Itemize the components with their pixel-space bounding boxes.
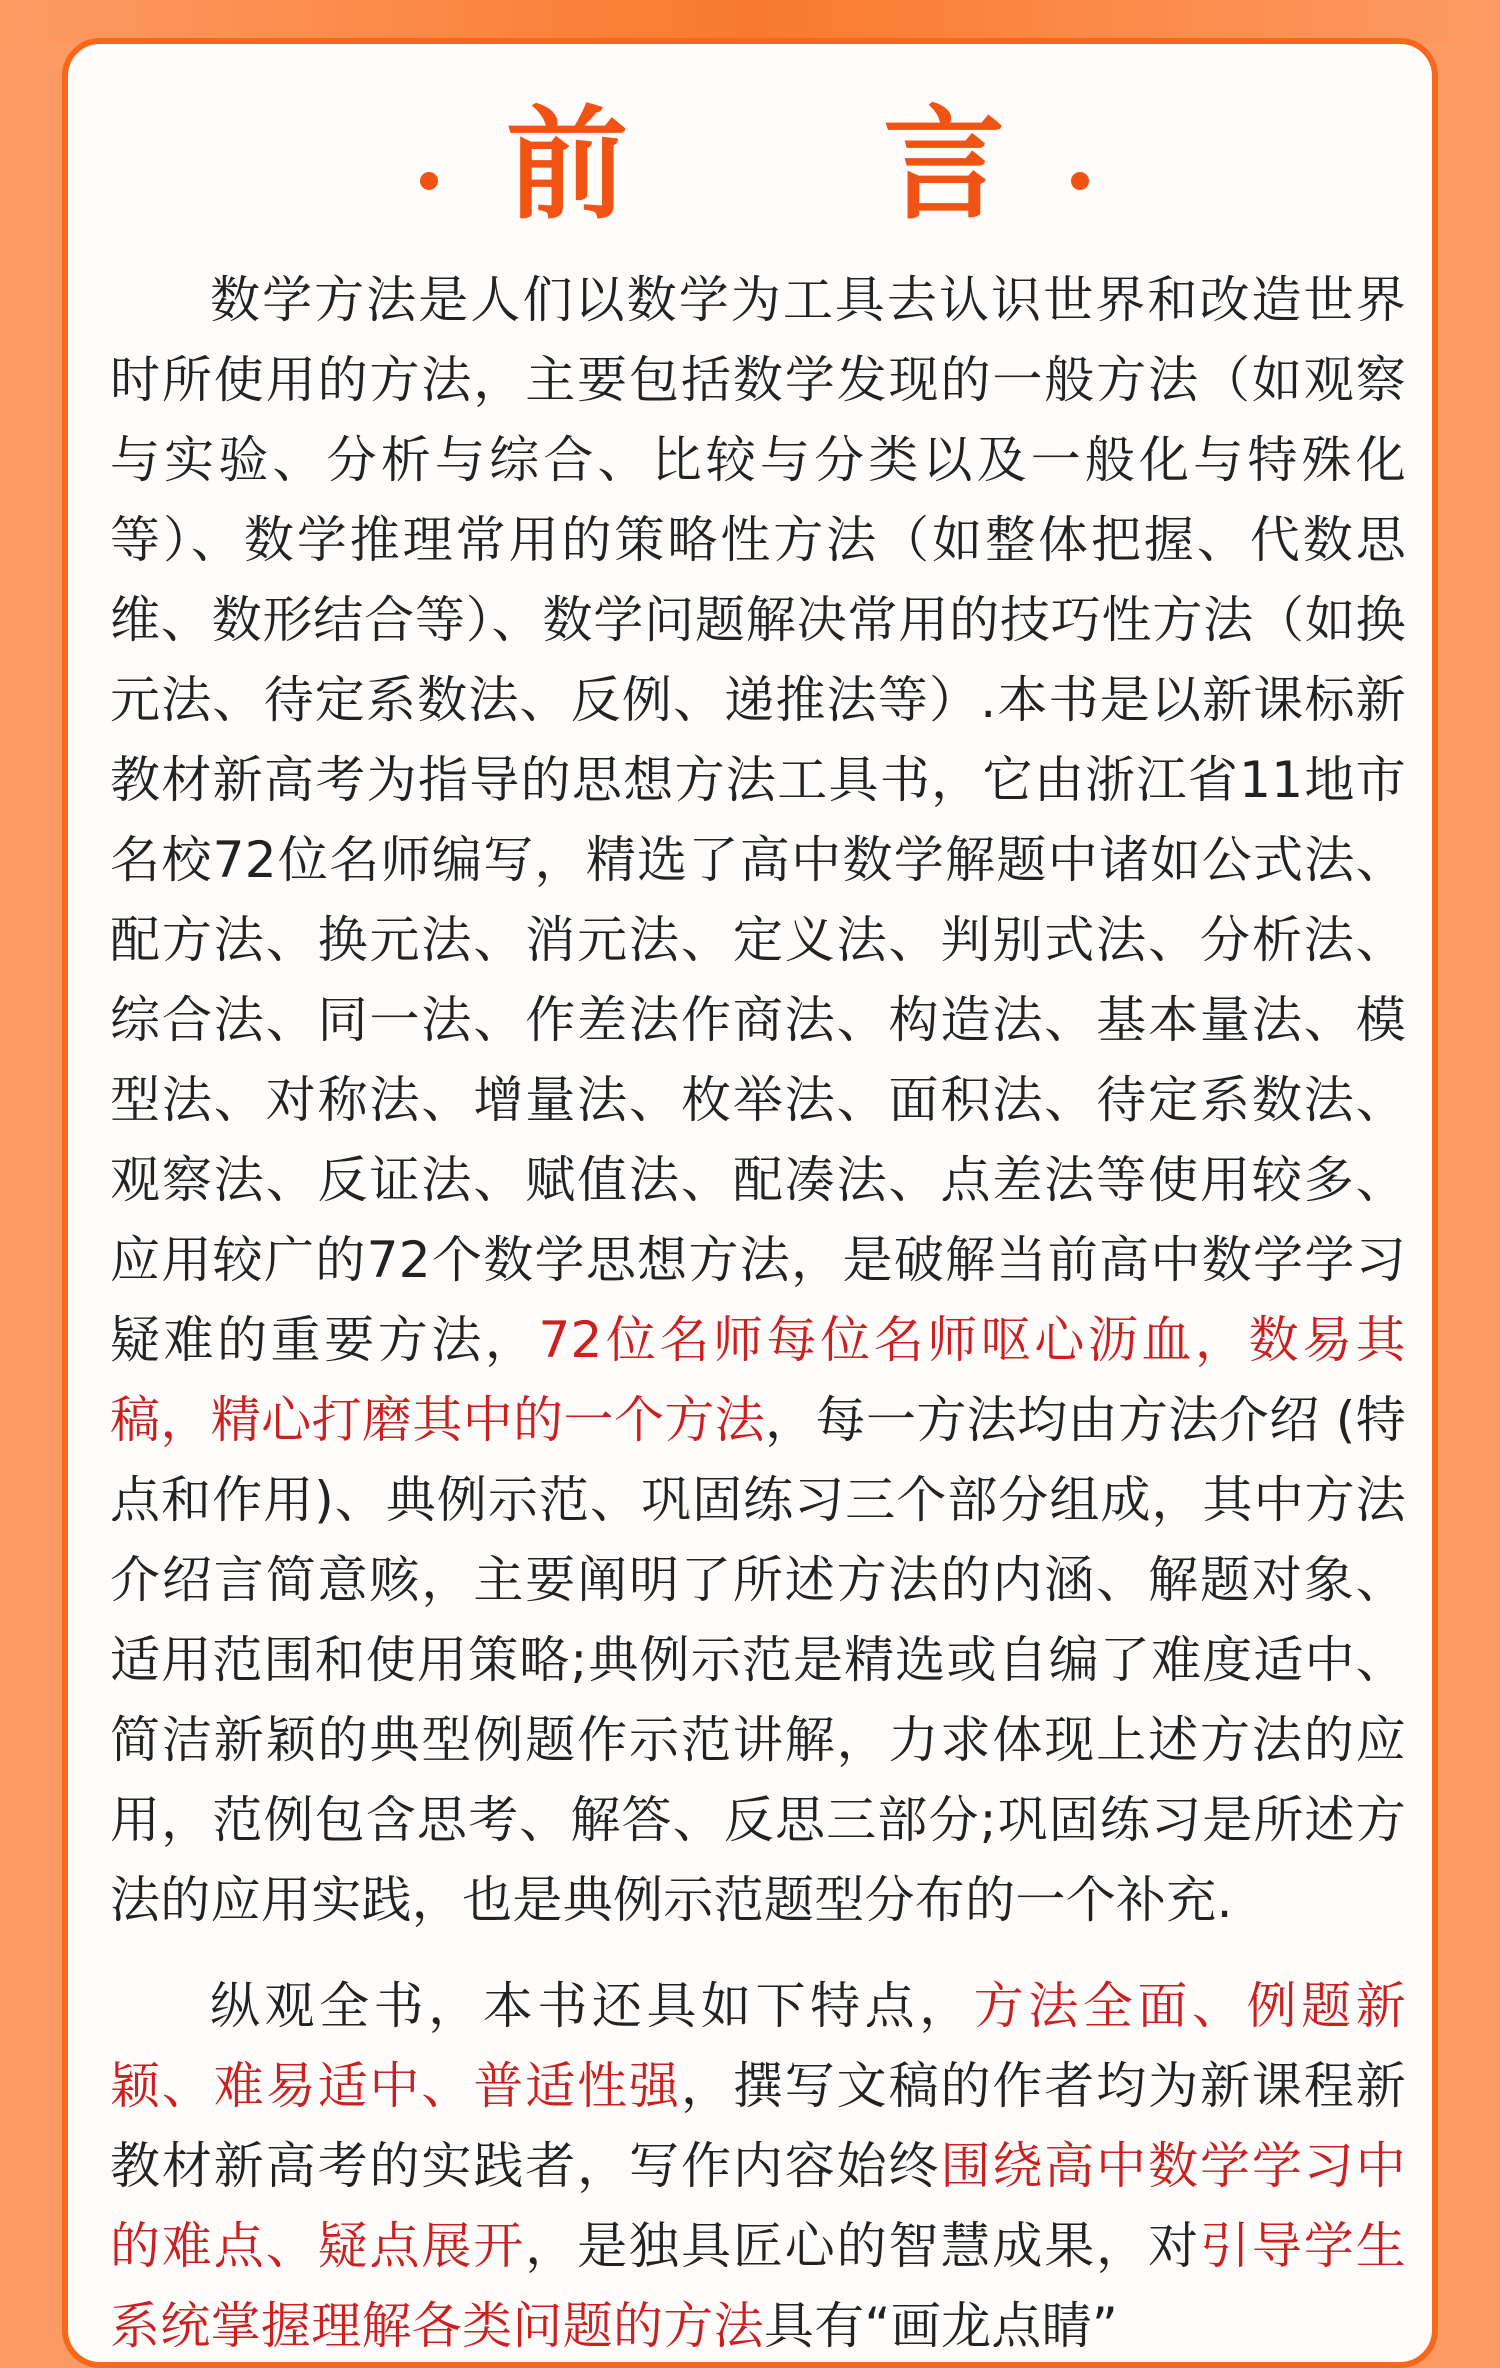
preface-body (110, 260, 1406, 2366)
paragraph-2-highlight-3: 引导学生系统掌握理解各类问题的方法 (110, 2217, 1406, 2355)
preface-heading (68, 90, 1432, 240)
paragraph-2-text-3: ，是独具匠心的智慧成果，对 (525, 2217, 1200, 2275)
heading-dot-right (1071, 172, 1089, 190)
paragraph-2-text-4: 具有“画龙点睛” (763, 2297, 1119, 2355)
preface-card (62, 38, 1438, 2368)
paragraph-1-text-1: 数学方法是人们以数学为工具去认识世界和改造世界时所使用的方法，主要包括数学发现的一般方法（如观察与实验、分析与综合、比较与分类以及一般化与特殊化等）、数学推理常用的策略性方法（如整体把握、代数思维、数形结合等）、数学问题解决常用的技巧性方法（如换元法、待定系数法、反例、递推法等）.本书是以新课标新教材新高考为指导的思想方法工具书，它由浙江省11地市名校72位名师编写，精选了高中数学解题中诸如公式法、配方法、换元法、消元法、定义法、判别式法、分析法、综合法、同一法、作差法作商法、构造法、基本量法、模型法、对称法、增量法、枚举法、面积法、待定系数法、观察法、反证法、赋值法、配凑法、点差法等使用较多、应用较广的72个数学思想方法，是破解当前高中数学学习疑难的重要方法， (110, 271, 1406, 1369)
paragraph-2-highlight-2: 围绕高中数学学习中的难点、疑点展开 (110, 2137, 1406, 2275)
paragraph-1-highlight-1: 72位名师每位名师呕心沥血，数易其稿，精心打磨其中的一个方法 (110, 1311, 1406, 1449)
heading-char-2: 言 (883, 94, 1005, 236)
paragraph-1-text-2: ，每一方法均由方法介绍 (特点和作用)、典例示范、巩固练习三个部分组成，其中方法介绍言简意赅，主要阐明了所述方法的内涵、解题对象、适用范围和使用策略;典例示范是精选或自编了难度适中、简洁新颖的典型例题作示范讲解，力求体现上述方法的应用，范例包含思考、解答、反思三部分;巩固练习是所述方法的应用实践，也是典例示范题型分布的一个补充. (110, 1391, 1406, 1929)
heading-char-1: 前 (506, 94, 628, 236)
paragraph-2-text-2: ，撰写文稿的作者均为新课程新教材新高考的实践者，写作内容始终 (110, 2057, 1406, 2195)
paragraph-2-highlight-1: 方法全面、例题新颖、难易适中、普适性强 (110, 1977, 1406, 2115)
heading-dot-left (420, 172, 438, 190)
paragraph-1 (110, 260, 1406, 1940)
paragraph-2 (110, 1966, 1406, 2366)
paragraph-2-text-1: 纵观全书，本书还具如下特点， (210, 1977, 974, 2035)
